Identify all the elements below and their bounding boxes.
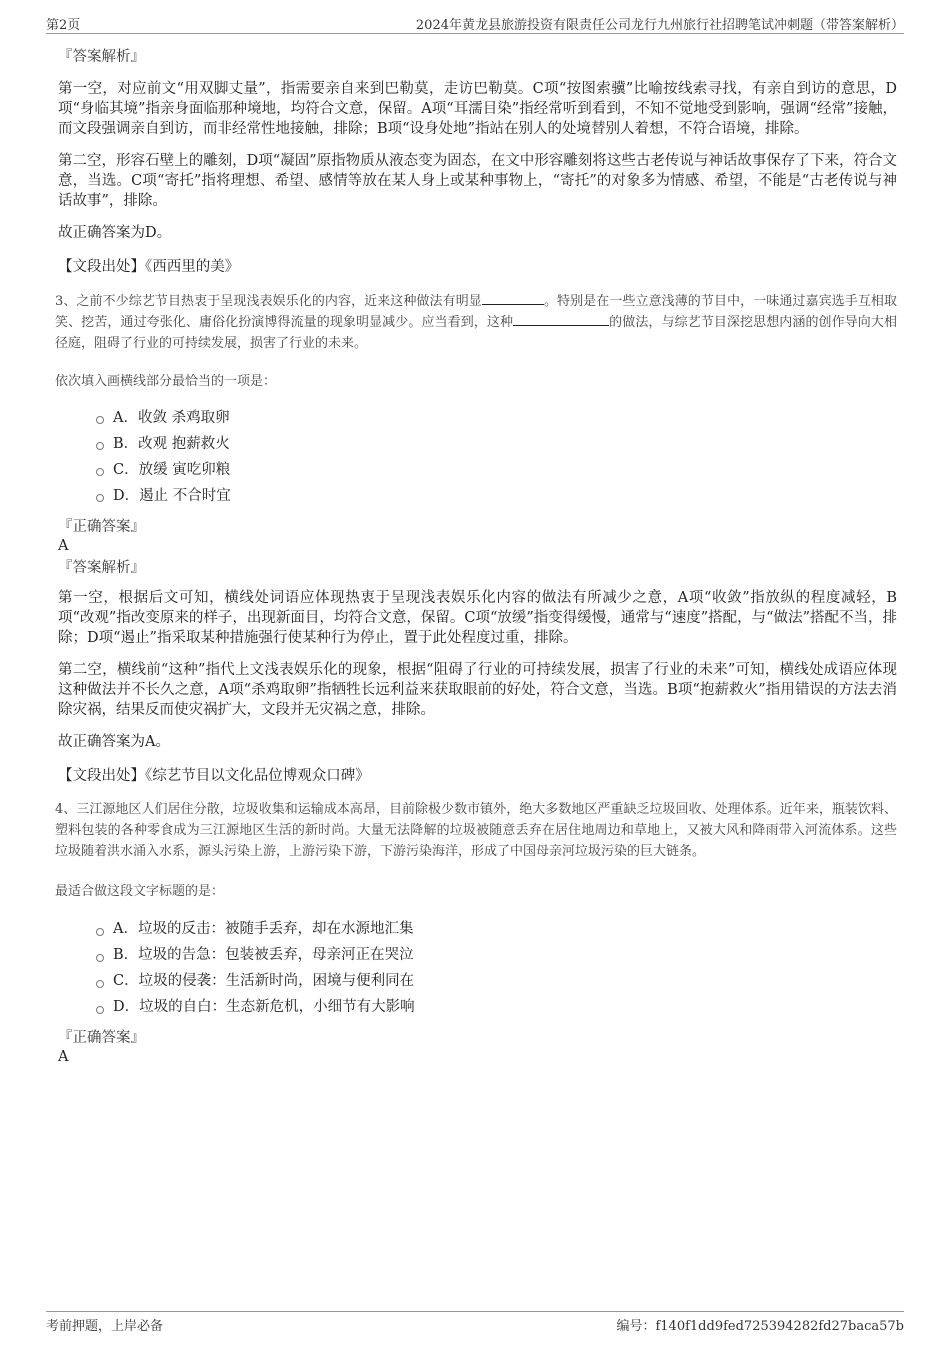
radio-icon[interactable]: [96, 416, 104, 424]
blank-2: [513, 313, 609, 326]
q3-conclusion: 故正确答案为A。: [58, 733, 170, 750]
q2-analysis-p1: 第一空，对应前文“用双脚丈量”，指需要亲自来到巴勒莫，走访巴勒莫。C项“按图索骥”比喻按线索寻找，有亲自到访的意思，D项“身临其境”指亲身面临那种境地，均符合文意，保留。A项“耳濡目染”指经常听到看到，不知不觉地受到影响，强调“经常”接触，而文段强调亲自到访，而非经常性地接触，排除；B项“设身处地”指站在别人的处境替别人着想，不符合语境，排除。: [58, 81, 897, 137]
document-title: 2024年黄龙县旅游投资有限责任公司龙行九州旅行社招聘笔试冲刺题（带答案解析）: [415, 18, 904, 33]
q4-option-d[interactable]: D． 垃圾的自白：生态新危机，小细节有大影响: [96, 994, 897, 1020]
q2-conclusion: 故正确答案为D。: [58, 225, 172, 241]
q3-option-a[interactable]: A． 收敛 杀鸡取卵: [96, 405, 897, 431]
q4-prompt: 最适合做这段文字标题的是：: [55, 884, 225, 899]
q3-option-d[interactable]: D． 遏止 不合时宜: [96, 483, 897, 509]
page-content: [55, 45, 897, 1065]
q4-options: [96, 916, 897, 1020]
radio-icon[interactable]: [96, 954, 104, 962]
radio-icon[interactable]: [96, 494, 104, 502]
q3-prompt: 依次填入画横线部分最恰当的一项是：: [55, 373, 277, 389]
q4-option-a[interactable]: A． 垃圾的反击：被随手丢弃，却在水源地汇集: [96, 916, 897, 942]
page-footer: [46, 1311, 904, 1332]
q3-options: [96, 405, 897, 509]
page-number: 第2页: [46, 18, 81, 33]
q3-analysis-heading: 『答案解析』: [58, 559, 145, 576]
footer-slogan: 考前押题，上岸必备: [46, 1319, 164, 1334]
q4-answer: A: [58, 1049, 69, 1065]
q3-analysis-p1: 第一空，根据后文可知，横线处词语应体现热衷于呈现浅表娱乐化内容的做法有所减少之意，A项“收敛”指放纵的程度减轻，B项“改观”指改变原来的样子，出现新面目，均符合文意，保留。C项“放缓”指变得缓慢，通常与“速度”搭配，与“做法”搭配不当，排除；D项“遏止”指采取某种措施强行使某种行为停止，置于此处程度过重，排除。: [58, 589, 897, 646]
q3-question-text: 3、之前不少综艺节目热衷于呈现浅表娱乐化的内容，近来这种做法有明显 。特别是在一些立意浅薄的节目中，一味通过嘉宾选手互相取笑、挖苦，通过夸张化、庸俗化扮演博得流量的现象明显减少。应当看到，这种 的做法，与综艺节目深挖思想内涵的创作导向大相径庭，阻碍了行业的可持续发展，损害了行业的未来。: [55, 293, 897, 351]
radio-icon[interactable]: [96, 1006, 104, 1014]
q3-answer-heading: 『正确答案』: [58, 518, 145, 535]
document-code: 编号：f140f1dd9fed725394282fd27baca57b: [616, 1319, 904, 1334]
radio-icon[interactable]: [96, 468, 104, 476]
blank-1: [482, 292, 544, 305]
q4-answer-heading: 『正确答案』: [58, 1030, 145, 1046]
q3-answer: A: [58, 537, 69, 554]
page-header: [46, 13, 904, 34]
radio-icon[interactable]: [96, 928, 104, 936]
q4-question-text: 4、三江源地区人们居住分散，垃圾收集和运输成本高昂，目前除极少数市镇外，绝大多数地区严重缺乏垃圾回收、处理体系。近年来，瓶装饮料、塑料包装的各种零食成为三江源地区生活的新时尚。大量无法降解的垃圾被随意丢弃在居住地周边和草地上，又被大风和降雨带入河流体系。这些垃圾随着洪水涌入水系，源头污染上游，上游污染下游，下游污染海洋，形成了中国母亲河垃圾污染的巨大链条。: [55, 802, 897, 859]
radio-icon[interactable]: [96, 442, 104, 450]
q2-source: 【文段出处】《西西里的美》: [58, 259, 240, 275]
q2-analysis-p2: 第二空，形容石壁上的雕刻，D项“凝固”原指物质从液态变为固态，在文中形容雕刻将这些古老传说与神话故事保存了下来，符合文意，当选。C项“寄托”指将理想、希望、感情等放在某人身上或某种事物上，“寄托”的对象多为情感、希望，不能是“古老传说与神话故事”，排除。: [58, 153, 897, 209]
q4-option-b[interactable]: B． 垃圾的告急：包装被丢弃，母亲河正在哭泣: [96, 942, 897, 968]
q3-option-c[interactable]: C． 放缓 寅吃卯粮: [96, 457, 897, 483]
q3-option-b[interactable]: B． 改观 抱薪救火: [96, 431, 897, 457]
radio-icon[interactable]: [96, 980, 104, 988]
q3-analysis-p2: 第二空，横线前“这种”指代上文浅表娱乐化的现象，根据“阻碍了行业的可持续发展，损害了行业的未来”可知，横线处成语应体现这种做法并不长久之意，A项“杀鸡取卵”指牺牲长远利益来获取眼前的好处，符合文意，当选。B项“抱薪救火”指用错误的方法去消除灾祸，结果反而使灾祸扩大，文段并无灾祸之意，排除。: [58, 661, 897, 718]
q4-option-c[interactable]: C． 垃圾的侵袭：生活新时尚，困境与便利同在: [96, 968, 897, 994]
q3-source: 【文段出处】《综艺节目以文化品位博观众口碑》: [58, 767, 370, 784]
q2-analysis-heading: 『答案解析』: [58, 49, 145, 65]
